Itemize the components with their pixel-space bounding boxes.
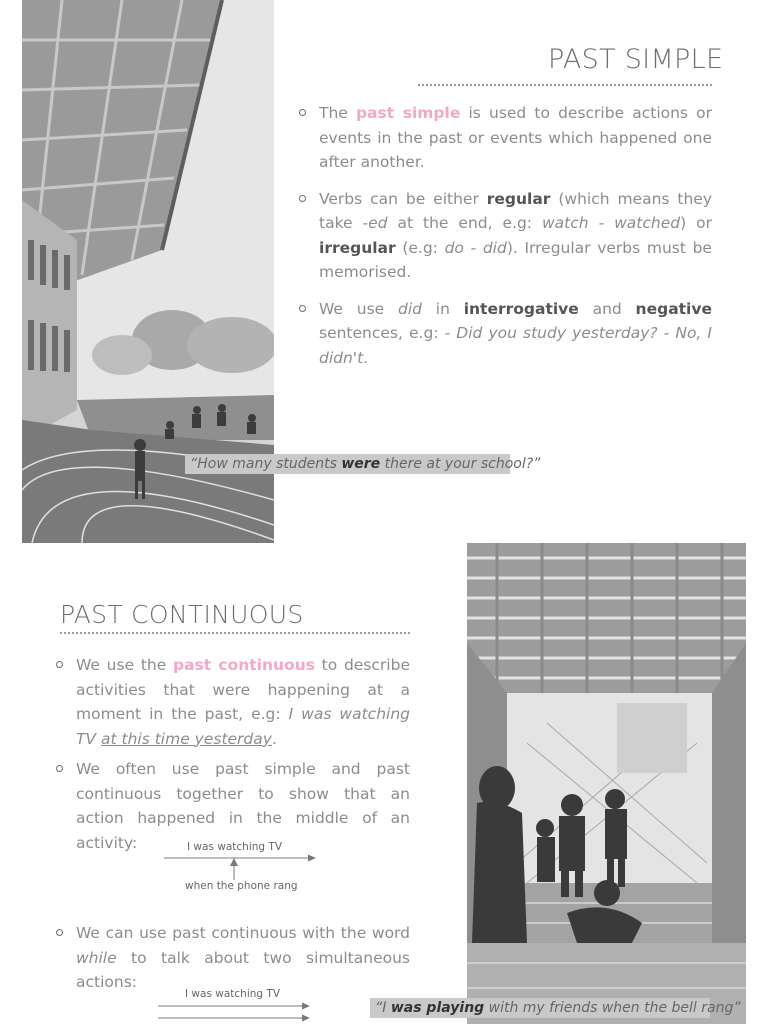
list-item: The past simple is used to describe actions or events in the past or events which happened one after another. bbox=[319, 101, 712, 175]
timeline-label-top: I was watching TV bbox=[187, 841, 283, 853]
past-simple-list bbox=[319, 101, 712, 382]
playhouse-photo bbox=[467, 543, 746, 1024]
past-continuous-title: PAST CONTINUOUS bbox=[60, 600, 304, 629]
past-simple-title: PAST SIMPLE bbox=[548, 44, 724, 75]
list-item: We use the past continuous to describe activities that were happening at a moment in the past, e.g: I was watching TV at this time yesterday. bbox=[76, 653, 410, 751]
list-item: We use did in interrogative and negative sentences, e.g: - Did you study yesterday? - No, I didn't. bbox=[319, 297, 712, 371]
timeline-diagram-2 bbox=[154, 984, 324, 1024]
past-continuous-divider bbox=[60, 632, 410, 634]
list-item: We can use past continuous with the word while to talk about two simultaneous actions: bbox=[76, 921, 410, 995]
timeline-label-top: I was watching TV bbox=[185, 988, 281, 1000]
photo-caption-track: “How many students were there at your school?” bbox=[185, 454, 510, 474]
list-item: Verbs can be either regular (which means they take -ed at the end, e.g: watch - watched) or irregular (e.g: do - did). Irregular verbs must be memorised. bbox=[319, 187, 712, 285]
timeline-diagram-1 bbox=[160, 838, 320, 898]
list-item: We often use past simple and past continuous together to show that an action happened in the middle of an activity: bbox=[76, 757, 410, 855]
past-continuous-list-1 bbox=[76, 653, 410, 867]
past-simple-divider bbox=[418, 84, 712, 86]
timeline-label-bottom: when the phone rang bbox=[185, 880, 298, 892]
photo-caption-playhouse: “I was playing with my friends when the bell rang” bbox=[370, 998, 710, 1018]
